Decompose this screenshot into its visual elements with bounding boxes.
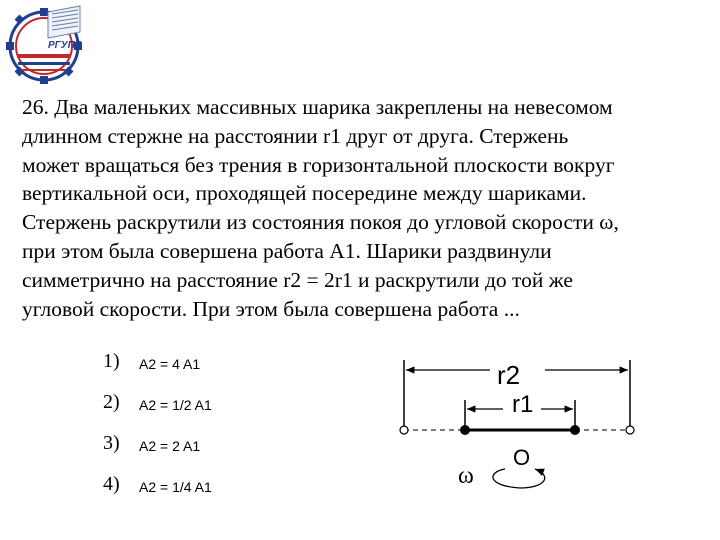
problem-line: 26. Два маленьких массивных шарика закреплены на невесомом: [22, 95, 613, 119]
rod-diagram: [395, 352, 645, 502]
problem-line: угловой скорости. При этом была совершена работа ...: [22, 296, 520, 321]
logo-text: РГУПС: [48, 40, 82, 51]
answer-text: A2 = 1/4 A1: [139, 479, 212, 495]
answer-number: 3): [103, 432, 120, 454]
r2-label: r2: [497, 360, 521, 390]
problem-line: при этом была совершена работа А1. Шарики раздвинули: [22, 238, 552, 263]
problem-line: вертикальной оси, проходящей посередине между шариками.: [22, 181, 587, 206]
r1-label: r1: [512, 391, 534, 418]
outer-ball-right: [626, 426, 634, 434]
inner-ball-right: [570, 425, 580, 435]
problem-text: [22, 93, 702, 323]
answer-text: A2 = 4 A1: [139, 356, 201, 372]
problem-line: может вращаться без трения в горизонтальной плоскости вокруг: [22, 152, 615, 177]
omega-label: ω: [458, 463, 474, 489]
university-logo: [4, 2, 88, 86]
answer-number: 2): [103, 391, 120, 413]
outer-ball-left: [400, 426, 408, 434]
rotation-arrow-icon: [493, 469, 545, 488]
answer-text: A2 = 2 A1: [139, 438, 201, 454]
answer-number: 1): [103, 350, 120, 372]
problem-line: длинном стержне на расстоянии r1 друг от друга. Стержень: [22, 123, 569, 148]
answer-number: 4): [103, 473, 120, 495]
answer-text: A2 = 1/2 A1: [139, 397, 212, 413]
axis-label: O: [513, 445, 531, 470]
inner-ball-left: [460, 425, 470, 435]
problem-line: Стержень раскрутили из состояния покоя до угловой скорости ω,: [22, 210, 619, 235]
problem-line: симметрично на расстояние r2 = 2r1 и раскрутили до той же: [22, 267, 573, 292]
